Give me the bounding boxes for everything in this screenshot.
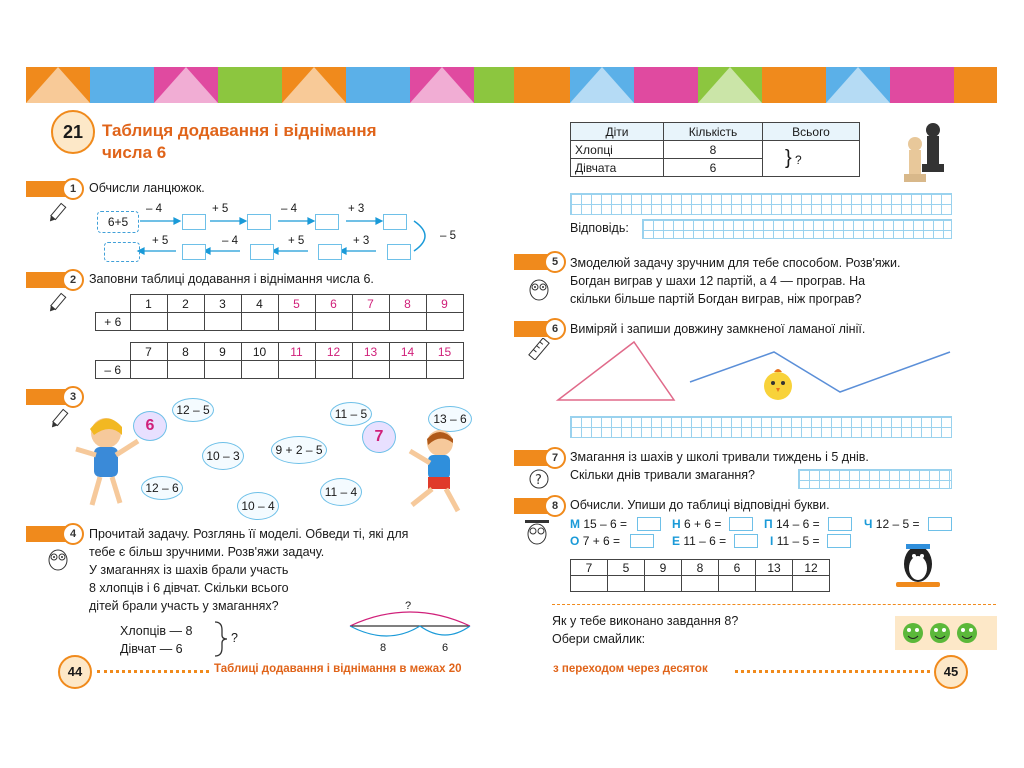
task-4-model-text [120,622,192,658]
table-cell: 7 [352,295,389,313]
pencil-icon [46,202,68,224]
table-cell: 8 [167,343,204,361]
bubble-expression[interactable]: 10 – 4 [237,492,279,520]
task-5-number: 5 [544,251,566,273]
chain-start-expression: 6+5 [107,215,129,229]
chain-op: + 3 [353,235,370,247]
answer-cell[interactable] [719,576,756,592]
chain-start [97,211,139,233]
answer-cell[interactable] [167,313,204,331]
task-6-text: Виміряй і запиши довжину замкненої ламаної лінії. [570,322,866,336]
answer-cell[interactable] [278,313,315,331]
chain-op: + 5 [212,203,229,215]
answer-box[interactable] [729,517,753,531]
table-cell: 5 [278,295,315,313]
letter: П [764,517,773,531]
children-table [570,122,860,177]
self-check-line: Як у тебе виконано завдання 8? [552,614,739,628]
task-8-item [764,515,820,533]
smiley-icon[interactable] [957,623,977,643]
answer-box[interactable] [387,244,411,260]
table-cell: 12 [793,560,830,576]
answer-grid[interactable] [570,416,952,438]
table-cell: 12 [315,343,352,361]
table-row-label: + 6 [96,313,131,331]
task-5-line: Богдан виграв у шахи 12 партій, а 4 — програв. На [570,274,866,288]
answer-cell[interactable] [793,576,830,592]
answer-cell[interactable] [315,313,352,331]
model-boys: Хлопців — 8 [120,624,193,638]
subtraction-table [95,342,464,379]
answer-cell[interactable] [682,576,719,592]
task-4-marker [26,526,80,542]
smiley-icon[interactable] [930,623,950,643]
expression: 7 + 6 = [582,534,621,548]
answer-cell[interactable] [204,361,241,379]
answer-cell[interactable] [426,313,463,331]
brace-icon [212,620,232,658]
task-8-item [570,532,620,550]
table-row-label: – 6 [96,361,131,379]
bubble-expression[interactable]: 10 – 3 [202,442,244,470]
task-1-text: Обчисли ланцюжок. [89,181,205,195]
task-4-number: 4 [62,523,84,545]
letter: І [770,534,774,548]
chain-op: – 4 [222,235,238,247]
chain-op: – 5 [440,230,456,242]
answer-box[interactable] [734,534,758,548]
answer-box[interactable] [383,214,407,230]
addition-table [95,294,464,331]
model-girls: Дівчат — 6 [120,642,183,656]
question-bubble-icon [528,468,550,490]
smiley-icon[interactable] [903,623,923,643]
task-8-text: Обчисли. Упиши до таблиці відповідні букви. [570,498,830,512]
chain-op: + 3 [348,203,365,215]
table-header: Діти [571,123,664,141]
chick-illustration [758,364,798,406]
footer-right-text: з переходом через десяток [553,663,708,675]
answer-cell[interactable] [608,576,645,592]
ball-number: 7 [362,421,396,453]
chain-op: + 5 [152,235,169,247]
total-question: ? [795,153,802,167]
self-check-line: Обери смайлик: [552,632,646,646]
task-4-line: Прочитай задачу. Розглянь її моделі. Обведи ті, які для [89,527,409,541]
footer-dots [735,670,930,673]
answer-cell[interactable] [315,361,352,379]
lesson-title [102,120,432,164]
footer-dots [97,670,209,673]
answer-box[interactable] [928,517,952,531]
letter: Ч [864,517,873,531]
task-5-marker [514,254,562,270]
answer-grid[interactable] [642,219,952,239]
table-cell: 13 [352,343,389,361]
answer-grid[interactable] [798,469,952,489]
task-2-marker [26,272,80,288]
answer-grid[interactable] [570,193,952,215]
task-8-item [770,532,820,550]
table-cell: 9 [426,295,463,313]
answer-box[interactable] [637,517,661,531]
table-cell: 8 [664,141,763,159]
task-3-marker [26,389,80,405]
answer-cell[interactable] [426,361,463,379]
table-header: Кількість [664,123,763,141]
task-7-line: Скільки днів тривали змагання? [570,468,755,482]
bubble-expression[interactable]: 11 – 5 [330,402,372,426]
model-top-label: ? [405,600,412,612]
smileys-panel [895,616,997,650]
table-cell: Дівчата [571,159,664,177]
table-cell: 5 [608,560,645,576]
table-cell: 10 [241,343,278,361]
table-cell: 9 [204,343,241,361]
answer-box[interactable] [828,517,852,531]
task-8-row1 [570,515,627,533]
table-cell: Хлопці [571,141,664,159]
ruler-icon [528,338,550,360]
separator [552,604,996,605]
page-number-left: 44 [58,655,92,689]
table-cell: 7 [130,343,167,361]
bubble-expression[interactable]: 13 – 6 [428,406,472,432]
expression: 11 – 6 = [683,534,727,548]
chain-op: – 4 [281,203,297,215]
task-2-number: 2 [62,269,84,291]
task-5-line: Змоделюй задачу зручним для тебе способом. Розв'яжи. [570,256,901,270]
bubble-expression[interactable]: 12 – 5 [172,398,214,422]
answer-box[interactable] [182,244,206,260]
answer-cell[interactable] [389,361,426,379]
letter: О [570,534,580,548]
lesson-title-line2: числа 6 [102,143,167,162]
chain-op: + 5 [288,235,305,247]
answer-cell[interactable] [389,313,426,331]
table-cell: 8 [682,560,719,576]
footer-left-text: Таблиці додавання і віднімання в межах 20 [214,663,462,675]
task-6-marker [514,321,562,337]
task-8-item [672,515,721,533]
answer-cell[interactable] [130,313,167,331]
smiley-faces [895,616,997,650]
task-1-marker [26,181,80,197]
model-left-label: 8 [380,642,387,654]
answer-cell[interactable] [571,576,608,592]
task-3-number: 3 [62,386,84,408]
bubble-expression[interactable]: 9 + 2 – 5 [271,436,327,464]
model-question: ? [231,631,238,645]
task-7-number: 7 [544,447,566,469]
task-8-number: 8 [544,495,566,517]
answer-cell[interactable] [204,313,241,331]
task-5-line: скільки більше партій Богдан виграв, ніж програв? [570,292,862,306]
task-7-line: Змагання із шахів у школі тривали тиждень і 5 днів. [570,450,869,464]
bubble-expression[interactable]: 12 – 6 [141,476,183,500]
letters-table [570,559,830,592]
answer-box[interactable] [250,244,274,260]
letter: Н [672,517,681,531]
table-cell: 7 [571,560,608,576]
task-4-line: тебе є більш зручними. Розв'яжи задачу. [89,545,325,559]
answer-box[interactable] [315,214,339,230]
model-right-label: 6 [442,642,449,654]
answer-box[interactable] [827,534,851,548]
table-cell: 6 [315,295,352,313]
chain-end-box[interactable] [104,242,140,262]
answer-box[interactable] [318,244,342,260]
bubble-expression[interactable]: 11 – 4 [320,478,362,506]
answer-cell[interactable] [278,361,315,379]
answer-label: Відповідь: [570,221,629,235]
answer-cell[interactable] [352,313,389,331]
task-5-text [570,254,901,308]
owl-with-pencil-icon [522,516,552,546]
expression: 6 + 6 = [684,517,722,531]
answer-box[interactable] [630,534,654,548]
answer-cell[interactable] [241,361,278,379]
boy-illustration [398,425,470,515]
table-cell: 3 [204,295,241,313]
banner-triangles [26,67,997,103]
letter: Е [672,534,681,548]
table-cell: 6 [719,560,756,576]
penguin-illustration [888,536,948,592]
expression: 12 – 5 = [875,517,920,531]
lesson-number: 21 [51,110,95,154]
page-number-right: 45 [934,655,968,689]
answer-cell[interactable] [645,576,682,592]
pencil-icon [46,292,68,314]
chess-pieces-illustration [895,120,955,186]
answer-cell[interactable] [352,361,389,379]
table-cell: 6 [664,159,763,177]
answer-cell[interactable] [241,313,278,331]
task-8-item [672,532,726,550]
task-7-marker [514,450,562,466]
task-4-problem: 8 хлопців і 6 дівчат. Скільки всього [89,581,289,595]
table-header: Всього [763,123,860,141]
answer-cell[interactable] [130,361,167,379]
table-cell: 8 [389,295,426,313]
task-4-problem: У змаганнях із шахів брали участь [89,563,289,577]
table-cell: 2 [167,295,204,313]
table-cell: 9 [645,560,682,576]
expression: 15 – 6 = [583,517,628,531]
svg-text:?: ? [535,473,542,488]
expression: 14 – 6 = [775,517,820,531]
answer-cell[interactable] [756,576,793,592]
ball-number: 6 [133,411,167,441]
top-banner [26,67,997,103]
owl-icon [46,545,70,571]
answer-cell[interactable] [167,361,204,379]
answer-box[interactable] [247,214,271,230]
answer-box[interactable] [182,214,206,230]
table-cell: 14 [389,343,426,361]
table-cell: 15 [426,343,463,361]
task-6-number: 6 [544,318,566,340]
task-4-problem: дітей брали участь у змаганнях? [89,599,279,613]
self-check-text [552,612,738,648]
table-cell: 11 [278,343,315,361]
expression: 11 – 5 = [776,534,820,548]
letter: М [570,517,580,531]
polylines-figure [552,338,952,408]
table-cell: 4 [241,295,278,313]
task-2-text: Заповни таблиці додавання і віднімання числа 6. [89,272,374,286]
owl-icon [527,275,551,301]
task-8-item [864,515,920,533]
table-cell: 1 [130,295,167,313]
task-1-number: 1 [62,178,84,200]
chain-op: – 4 [146,203,162,215]
total-cell: } ? [763,141,860,177]
lesson-title-line1: Таблиця додавання і віднімання [102,121,377,140]
table-cell: 13 [756,560,793,576]
task-8-marker [514,498,562,514]
